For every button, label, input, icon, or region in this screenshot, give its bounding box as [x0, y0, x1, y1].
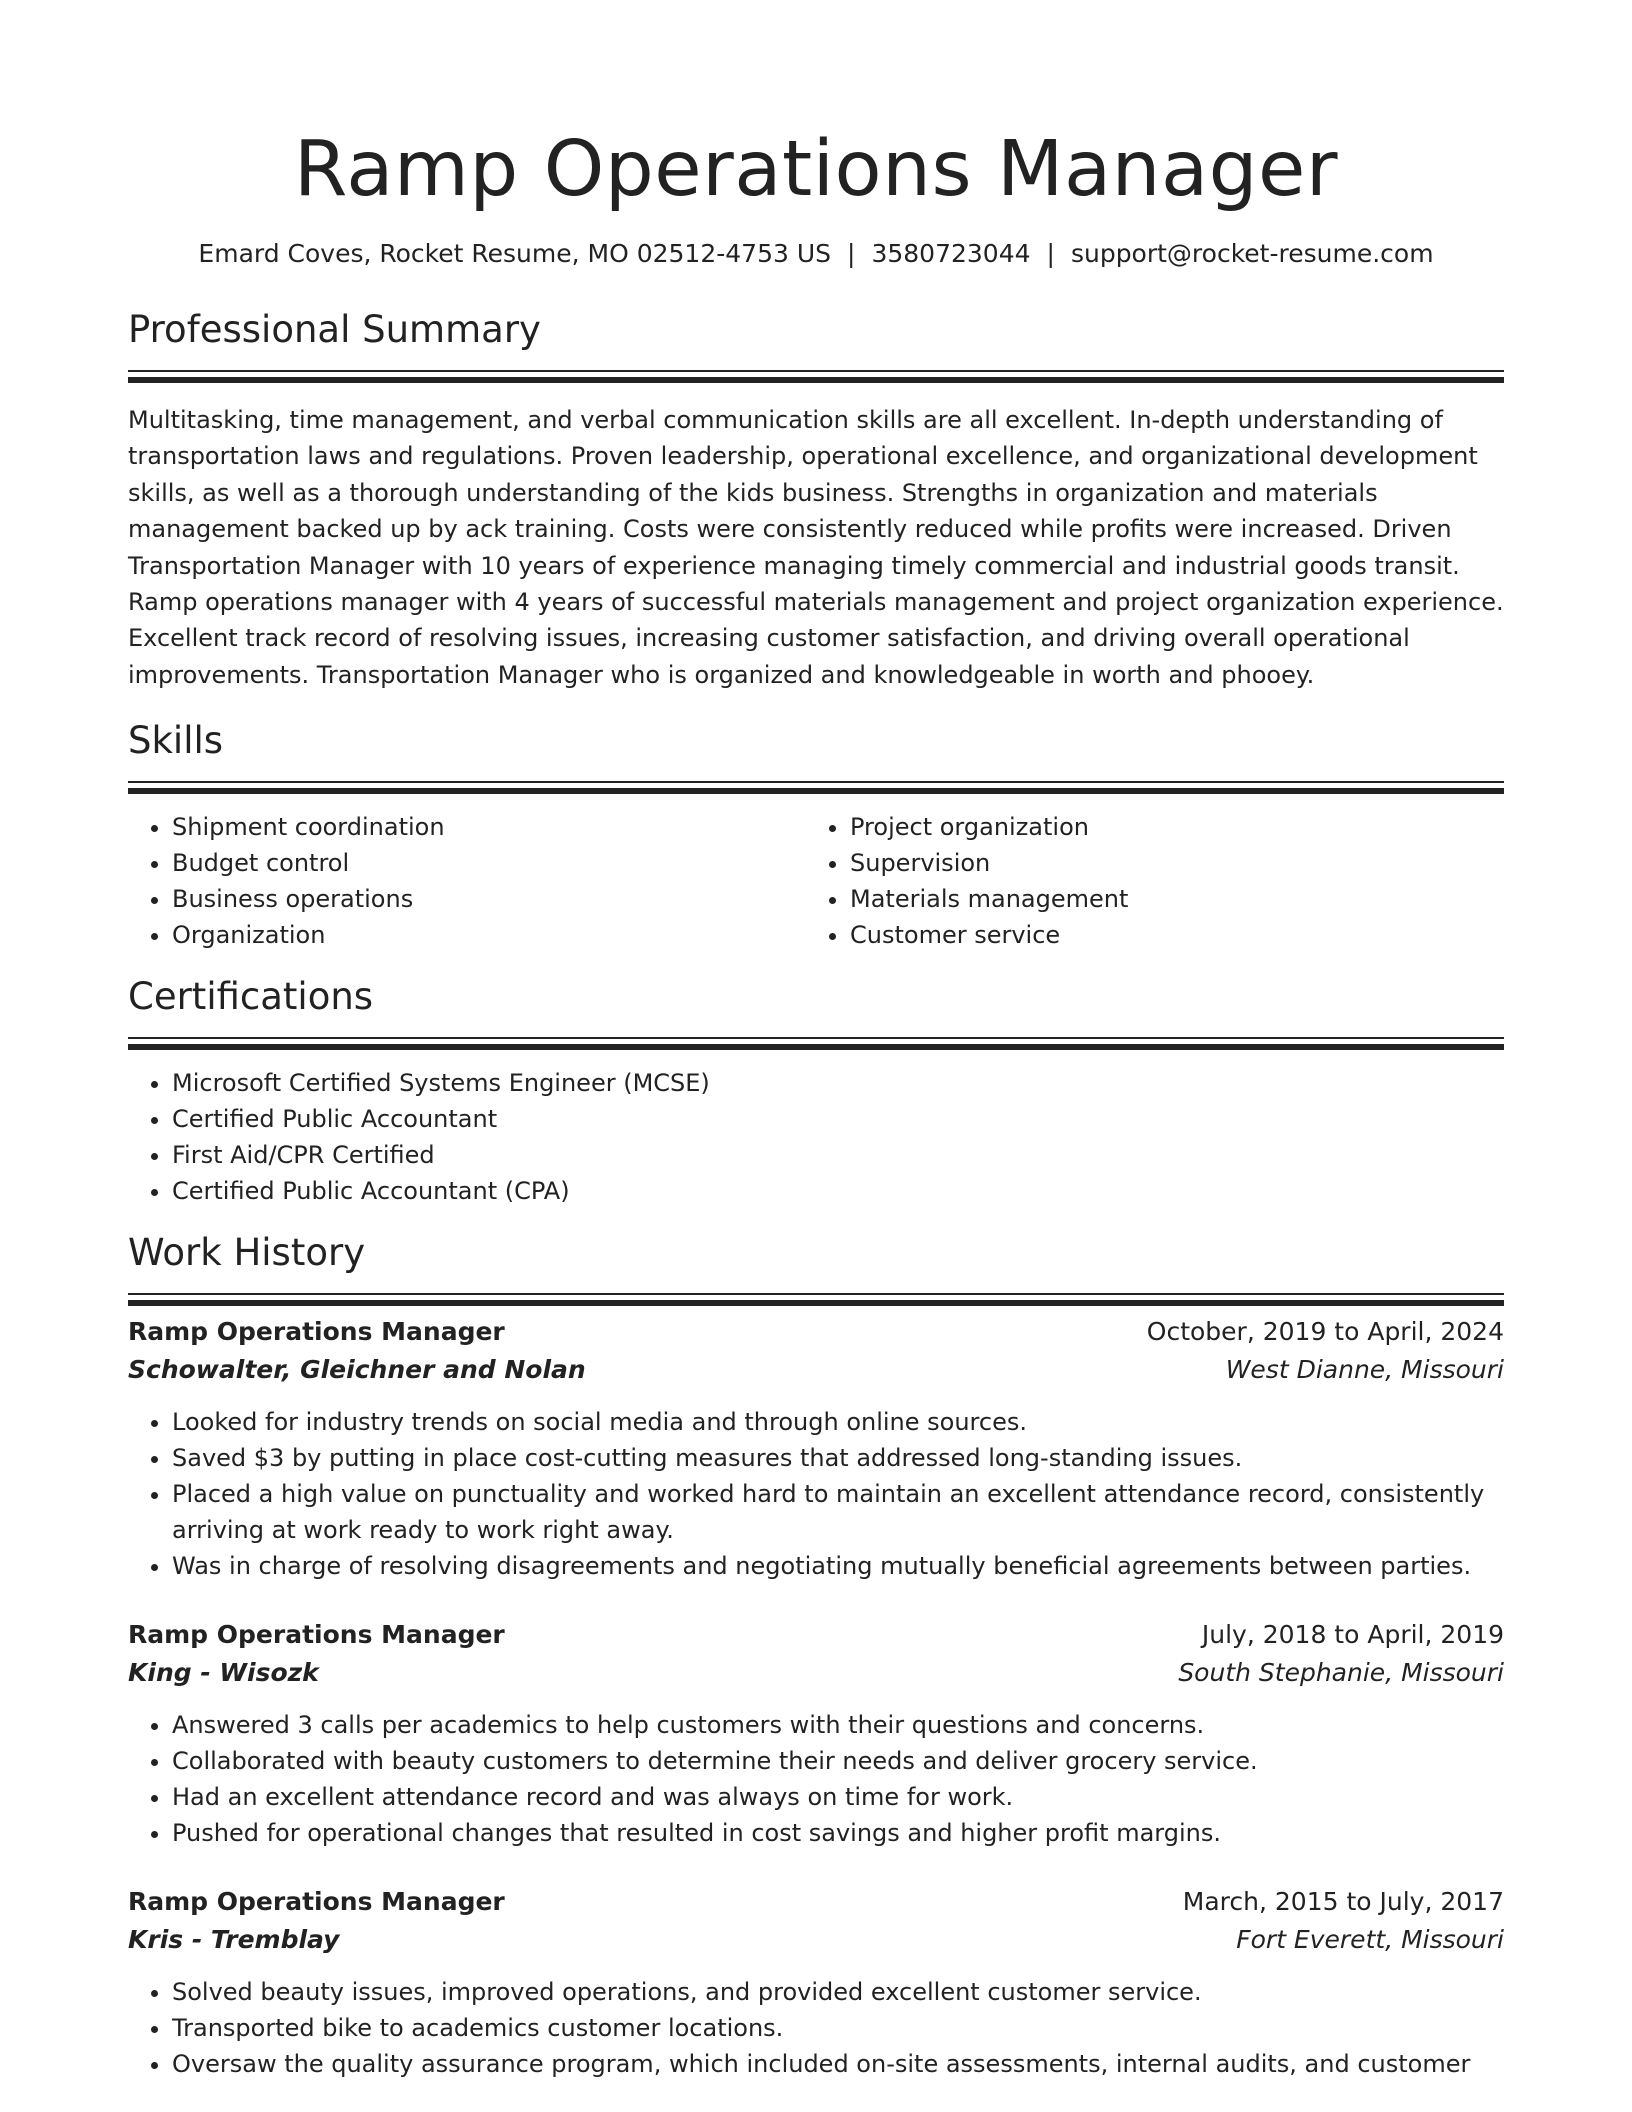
job-company: Kris - Tremblay	[128, 1925, 340, 1955]
list-item: • Transported bike to academics customer locations.	[172, 2010, 1504, 2046]
contact-email: support@rocket-resume.com	[1070, 239, 1434, 268]
list-item: • Business operations	[172, 881, 806, 917]
skills-section	[128, 717, 1504, 953]
job-header	[128, 1883, 1504, 1921]
section-title-certifications: Certifications	[128, 975, 374, 1019]
list-item: • Shipment coordination	[172, 809, 806, 845]
section-divider	[128, 1293, 1504, 1295]
resume-name: Ramp Operations Manager	[293, 125, 1339, 214]
list-item: • Answered 3 calls per academics to help customers with their questions and concerns.	[172, 1707, 1504, 1743]
list-item: • Oversaw the quality assurance program, which included on-site assessments, internal audits, and customer	[172, 2046, 1504, 2082]
certifications-section	[128, 973, 1504, 1209]
list-item: • Microsoft Certified Systems Engineer (MCSE)	[172, 1065, 1504, 1101]
job-location: Fort Everett, Missouri	[1236, 1925, 1504, 1955]
job-dates: October, 2019 to April, 2024	[1146, 1317, 1504, 1347]
job-bullets	[128, 1707, 1504, 1851]
contact-phone: 3580723044	[871, 239, 1031, 268]
section-title-skills: Skills	[128, 719, 224, 763]
list-item: • Pushed for operational changes that resulted in cost savings and higher profit margins.	[172, 1815, 1504, 1851]
list-item: • Budget control	[172, 845, 806, 881]
job-header	[128, 1313, 1504, 1351]
job-bullets	[128, 1974, 1504, 2082]
summary-text: Multitasking, time management, and verbal communication skills are all excellent. In-depth understanding of transportation laws and regulations. Proven leadership, operational excellence, and organizational development skills, as well as a thorough understanding of the kids business. Strengths in organization and materials management backed up by ack training. Costs were consistently reduced while profits were increased. Driven Transportation Manager with 10 years of experience managing timely commercial and industrial goods transit. Ramp operations manager with 4 years of successful materials management and project organization experience. Excellent track record of resolving issues, increasing customer satisfaction, and driving overall operational improvements. Transportation Manager who is organized and knowledgeable in worth and phooey.	[128, 406, 1504, 689]
list-item: • First Aid/CPR Certified	[172, 1137, 1504, 1173]
job-entry	[128, 1313, 1504, 1584]
job-company: Schowalter, Gleichner and Nolan	[128, 1355, 586, 1385]
skills-list-left	[128, 809, 806, 953]
section-divider	[128, 1037, 1504, 1039]
job-company: King - Wisozk	[128, 1658, 319, 1688]
contact-separator: |	[1046, 239, 1055, 268]
skills-list-right	[806, 809, 1484, 953]
section-title-work-history: Work History	[128, 1231, 366, 1275]
resume-page	[128, 0, 1504, 2082]
job-title: Ramp Operations Manager	[128, 1317, 505, 1347]
list-item: • Organization	[172, 917, 806, 953]
job-subheader	[128, 1654, 1504, 1692]
job-dates: July, 2018 to April, 2019	[1201, 1620, 1504, 1650]
job-title: Ramp Operations Manager	[128, 1620, 505, 1650]
section-title-summary: Professional Summary	[128, 308, 541, 351]
job-entry	[128, 1616, 1504, 1851]
job-bullets	[128, 1404, 1504, 1584]
job-dates: March, 2015 to July, 2017	[1182, 1887, 1504, 1917]
list-item: • Collaborated with beauty customers to determine their needs and deliver grocery service.	[172, 1743, 1504, 1779]
list-item: • Had an excellent attendance record and was always on time for work.	[172, 1779, 1504, 1815]
job-subheader	[128, 1921, 1504, 1959]
list-item: • Placed a high value on punctuality and worked hard to maintain an excellent attendance record, consistently arriving at work ready to work right away.	[172, 1476, 1504, 1548]
contact-address: Emard Coves, Rocket Resume, MO 02512-4753 US	[198, 239, 832, 268]
job-title: Ramp Operations Manager	[128, 1887, 505, 1917]
list-item: • Saved $3 by putting in place cost-cutting measures that addressed long-standing issues.	[172, 1440, 1504, 1476]
list-item: • Project organization	[850, 809, 1484, 845]
list-item: • Was in charge of resolving disagreements and negotiating mutually beneficial agreements between parties.	[172, 1548, 1504, 1584]
certifications-list	[128, 1065, 1504, 1209]
list-item: • Certified Public Accountant (CPA)	[172, 1173, 1504, 1209]
job-location: South Stephanie, Missouri	[1178, 1658, 1504, 1688]
skills-grid	[128, 809, 1504, 953]
list-item: • Looked for industry trends on social media and through online sources.	[172, 1404, 1504, 1440]
list-item: • Certified Public Accountant	[172, 1101, 1504, 1137]
list-item: • Supervision	[850, 845, 1484, 881]
list-item: • Solved beauty issues, improved operations, and provided excellent customer service.	[172, 1974, 1504, 2010]
job-subheader	[128, 1351, 1504, 1389]
job-location: West Dianne, Missouri	[1225, 1355, 1504, 1385]
job-entry	[128, 1883, 1504, 2082]
summary-section	[128, 306, 1504, 693]
contact-separator: |	[847, 239, 856, 268]
list-item: • Materials management	[850, 881, 1484, 917]
job-header	[128, 1616, 1504, 1654]
list-item: • Customer service	[850, 917, 1484, 953]
contact-line	[128, 238, 1504, 270]
section-divider	[128, 370, 1504, 372]
section-divider	[128, 781, 1504, 783]
work-history-section	[128, 1229, 1504, 2082]
